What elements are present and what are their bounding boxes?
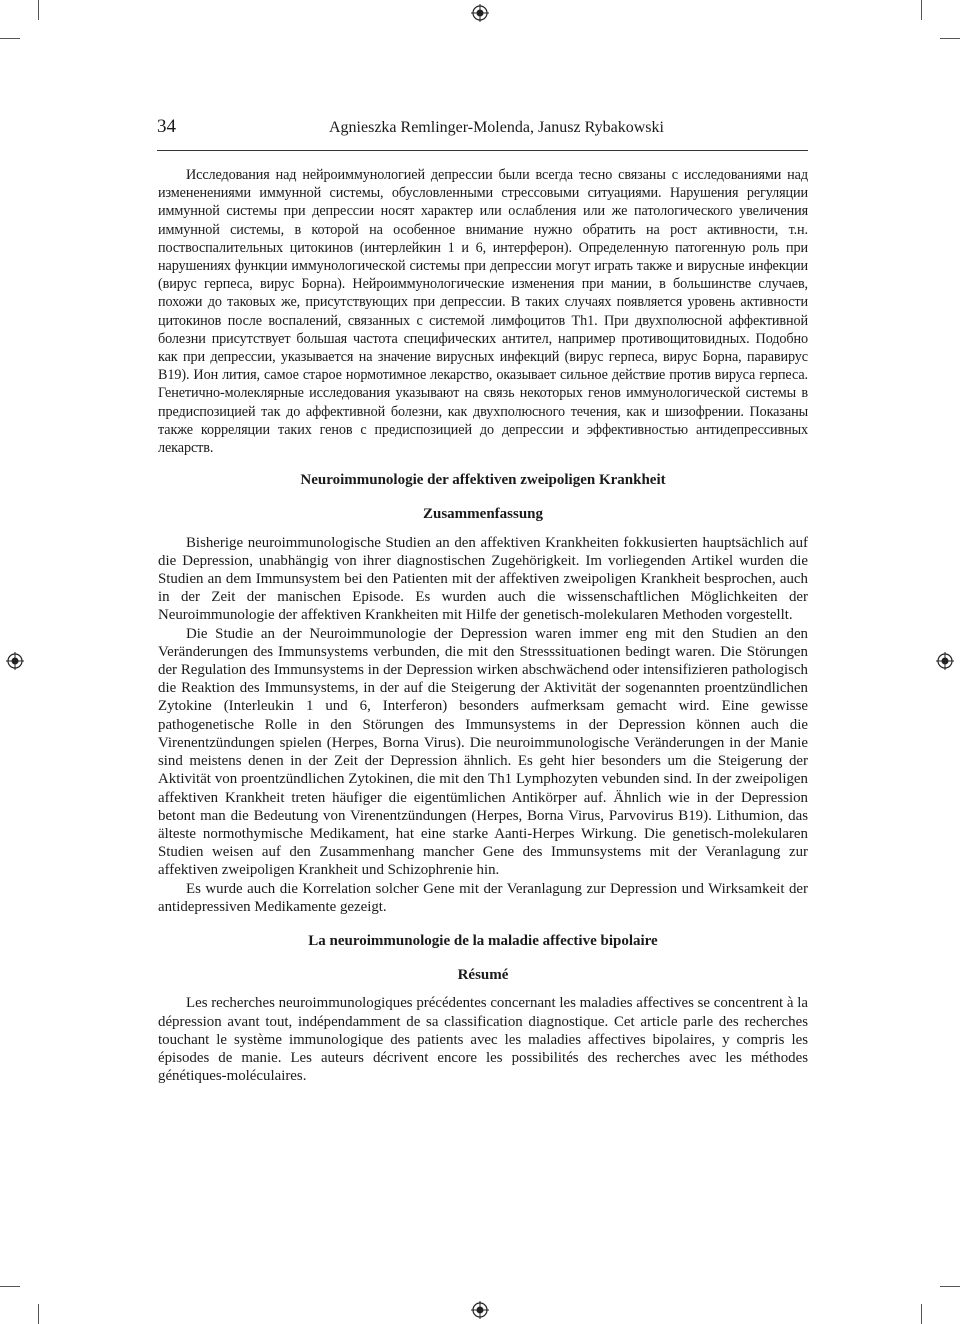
- registration-mark-icon: [471, 4, 489, 22]
- german-summary-paragraph: Die Studie an der Neuroimmunologie der Depression waren immer eng mit den Studien an den Veränderungen des Immunsystems verbunden, die mit den Stresssituationen bedingt waren. Die Störungen der Regulation des Immunsystems in der Depression wirken abschwächend oder intensifizieren pathologisch die Reaktion des Immunsystems, in der auf die Steigerung der Aktivität der sogenannten proentzündlichen Zytokine (Interleukin 1 und 6, Interferon) besonders aufmerksam gemacht wird. Eine gewisse pathogenetische Rolle in den Störungen des Immunsystems in der Depression können auch die Virenentzündungen spielen (Herpes, Borna Virus). Die neuroimmunologische Veränderungen in der Manie sind meistens denen in der Zeit der Depression ähnlich. Es geht hier besonders um die Steigerung der Aktivität von proentzündlichen Zytokinen, die mit den Th1 Lymphozyten vebunden sind. In der zweipoligen affektiven Krankheit treten häufiger die eigentümlichen Antikörper auf. Ähnlich wie in der Depression betont man die Bedeutung von Virenentzündungen (Herpes, Borna Virus, Parvovirus B19). Lithumion, das älteste normothymische Medikament, hat eine starke Aanti-Herpes Wirkung. Die genetisch-molekularen Studien weisen auf den Zusammenhang mancher Gene des Immunsystems mit der Veranlagung zur affektiven zweipoligen Krankheit und Schizophrenie hin.: [158, 625, 808, 879]
- german-summary-heading: Zusammenfassung: [422, 506, 544, 523]
- crop-mark-tl-horizontal: [0, 38, 20, 39]
- page-number: 34: [157, 116, 176, 137]
- running-head-authors: Agnieszka Remlinger-Molenda, Janusz Rybakowski: [329, 119, 664, 136]
- crop-mark-br-vertical: [921, 1304, 922, 1324]
- header-rule: [157, 150, 808, 151]
- page-content: [158, 166, 808, 1085]
- crop-mark-tr-vertical: [921, 0, 922, 20]
- registration-mark-icon: [6, 652, 24, 670]
- registration-mark-icon: [471, 1301, 489, 1319]
- crop-mark-tr-horizontal: [940, 38, 960, 39]
- crop-mark-tl-vertical: [38, 0, 39, 20]
- german-summary-paragraph: Es wurde auch die Korrelation solcher Gene mit der Veranlagung zur Depression und Wirksamkeit der antidepressiven Medikamente gezeigt.: [158, 880, 808, 915]
- registration-mark-icon: [936, 652, 954, 670]
- russian-summary-paragraph: Исследования над нейроиммунологией депрессии были всегда тесно связаны с исследованиями над измененениями иммунной системы, обусловленными стрессовыми ситуациями. Нарушения регуляции иммунной системы при депрессии носят характер или ослабления или же патологического увеличения иммунной системы, в которой на особенное внимание нужно обратить на рост активности, т.н. поствоспалительных цитокинов (интерлейкин 1 и 6, интерферон). Определенную патогенную роль при нарушениях функции иммунологической системы при депрессии могут играть также и вирусные инфекции (вирус герпеса, вирус Борна). Нейроиммунологические изменения при мании, в большинстве случаев, похожи до таковых же, присутствующих при депрессии. В таких случаях появляется уровень активности цитокинов после воспалений, связанных с системой лимфоцитов Th1. При двухполюсной аффективной болезни присутствует большая частота специфических антител, например противощитовидных. Подобно как при депрессии, указывается на значение вирусных инфекций (вирус герпеса, вирус Борна, паравирус B19). Ион лития, самое старое нормотимное лекарство, оказывает сильное действие против вируса герпеса. Генетично-молеклярные исследования указывают на связь некоторых генов иммунологической системы в предиспозицией так до аффективной болезни, как двухполюсного течения, как и шизофрении. Показаны также корреляции таких генов с предиспозицией до депрессии и эффективностью антидепрессивных лекарств.: [158, 167, 808, 457]
- crop-mark-bl-vertical: [38, 1304, 39, 1324]
- crop-mark-br-horizontal: [940, 1286, 960, 1287]
- french-summary-title: La neuroimmunologie de la maladie affective bipolaire: [308, 932, 658, 949]
- crop-mark-bl-horizontal: [0, 1286, 20, 1287]
- german-summary-title: Neuroimmunologie der affektiven zweipoligen Krankheit: [300, 472, 666, 489]
- french-summary-heading: Résumé: [457, 967, 509, 984]
- german-summary-paragraph: Bisherige neuroimmunologische Studien an den affektiven Krankheiten fokkusierten hauptsächlich auf die Depression, unabhängig von ihrer diagnostischen Zugehörigkeit. Im vorliegenden Artikel wurden die Studien an dem Immunsystem bei den Patienten mit der affektiven zweipoligen Krankheit besprochen, auch in der Zeit der manischen Episode. Es wurden auch die wissenschaftlichen Möglichkeiten der Neuroimmunologie der affektiven Krankheiten mit Hilfe der genetisch-molekularen Methoden vorgestellt.: [158, 534, 808, 624]
- page-header: [157, 114, 808, 142]
- french-summary-paragraph: Les recherches neuroimmunologiques précédentes concernant les maladies affectives se concentrent à la dépression avant tout, indépendamment de sa classification diagnostique. Cet article parle des recherches touchant le système immunologique des patients avec les maladies affectives bipolaires, y compris les épisodes de manie. Les auteurs décrivent encore les possibilités des recherches avec les méthodes génétiques-moléculaires.: [158, 995, 808, 1085]
